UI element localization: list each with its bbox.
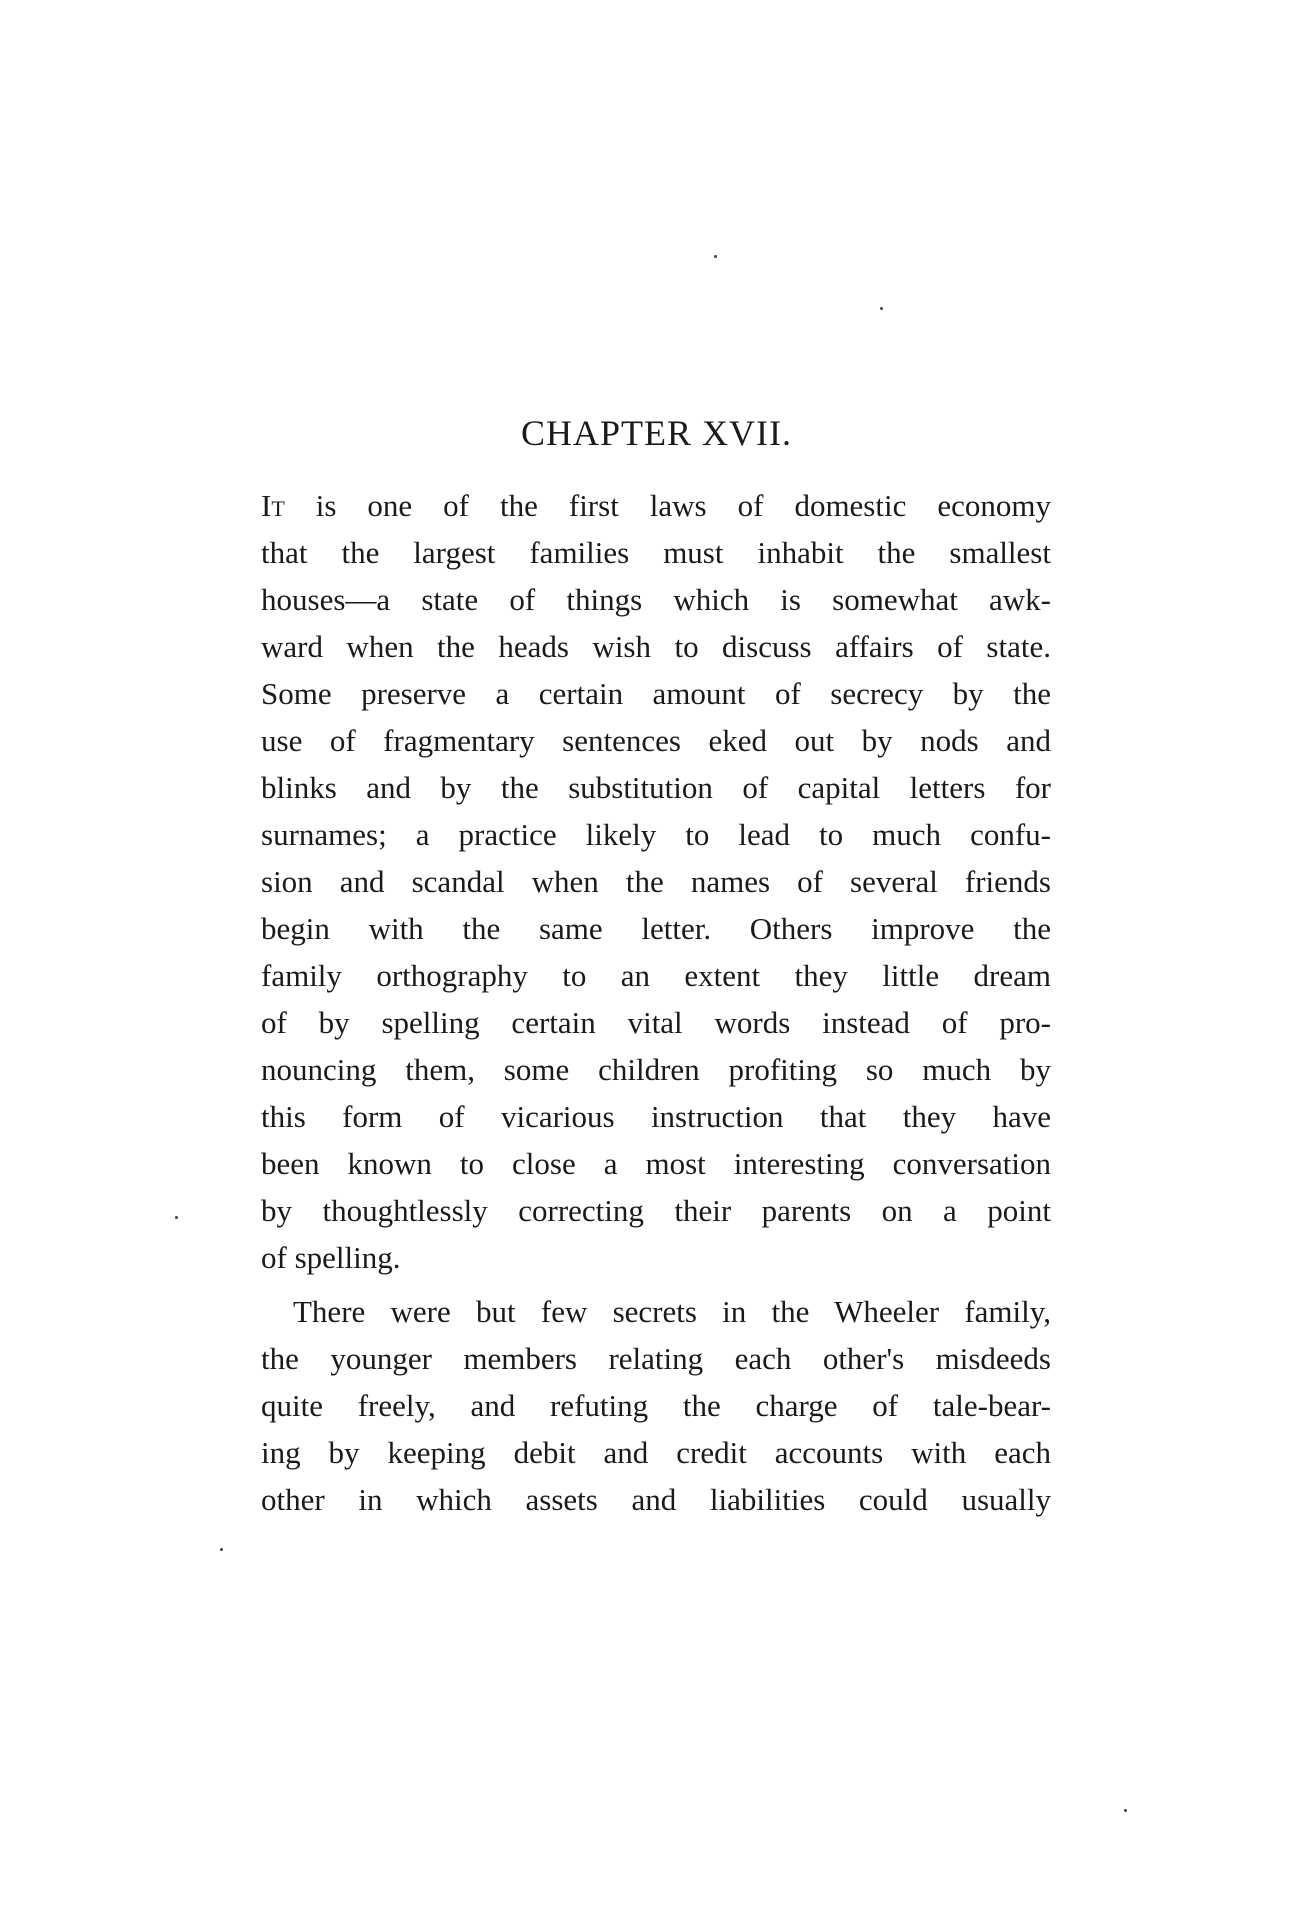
text-line [261, 482, 1051, 529]
text-line: this form of vicarious instruction that they have [261, 1099, 1051, 1134]
text-line: use of fragmentary sentences eked out by nods and [261, 723, 1051, 758]
print-speck [1124, 1809, 1127, 1812]
first-line-rest: is one of the first laws of domestic economy [284, 488, 1051, 523]
print-speck [714, 255, 717, 258]
text-line: Some preserve a certain amount of secrecy by the [261, 676, 1051, 711]
text-line: There were but few secrets in the Wheeler family, [293, 1294, 1051, 1329]
text-line: been known to close a most interesting conversation [261, 1146, 1051, 1181]
text-line: ward when the heads wish to discuss affairs of state. [261, 629, 1051, 664]
text-line: that the largest families must inhabit the smallest [261, 535, 1051, 570]
text-line: quite freely, and refuting the charge of tale-bear- [261, 1388, 1051, 1423]
text-line: family orthography to an extent they little dream [261, 958, 1051, 993]
paragraph-2 [261, 1288, 1051, 1523]
paragraph-1 [261, 482, 1051, 1281]
text-line: by thoughtlessly correcting their parents on a point [261, 1193, 1051, 1228]
text-line: begin with the same letter. Others improve the [261, 911, 1051, 946]
text-line: sion and scandal when the names of several friends [261, 864, 1051, 899]
text-line: the younger members relating each other's misdeeds [261, 1341, 1051, 1376]
text-line: blinks and by the substitution of capital letters for [261, 770, 1051, 805]
text-line: of spelling. [261, 1240, 401, 1275]
text-line: of by spelling certain vital words instead of pro- [261, 1005, 1051, 1040]
text-line: other in which assets and liabilities could usually [261, 1482, 1051, 1517]
print-speck [880, 307, 883, 310]
text-line: surnames; a practice likely to lead to much confu- [261, 817, 1051, 852]
text-line: ing by keeping debit and credit accounts with each [261, 1435, 1051, 1470]
chapter-heading: CHAPTER XVII. [521, 413, 792, 453]
print-speck [175, 1216, 178, 1219]
lead-word: It [261, 488, 285, 523]
text-line: nouncing them, some children profiting so much by [261, 1052, 1051, 1087]
text-line: houses—a state of things which is somewhat awk- [261, 582, 1051, 617]
print-speck [220, 1548, 223, 1551]
